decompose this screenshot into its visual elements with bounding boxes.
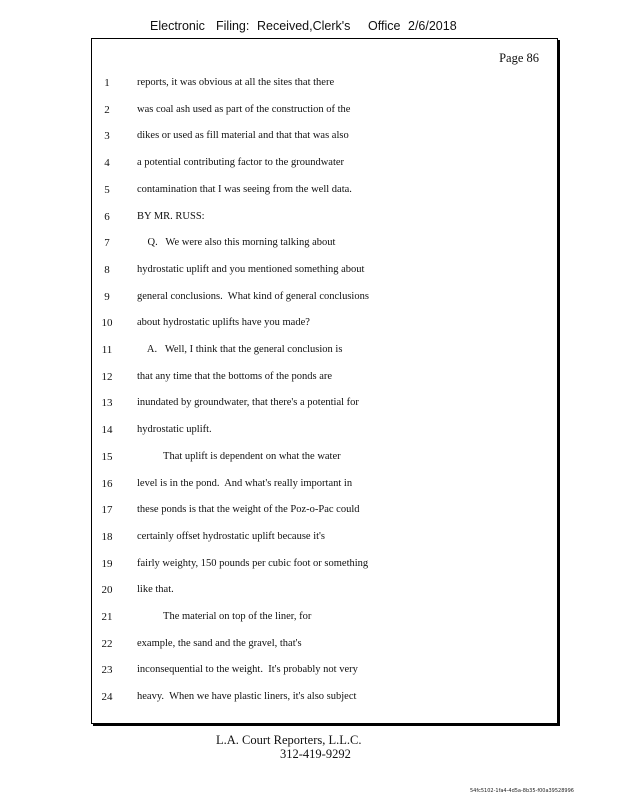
- line-text: dikes or used as fill material and that that was also: [137, 130, 349, 142]
- line-number: 24: [101, 691, 113, 704]
- line-number: 1: [104, 77, 110, 89]
- transcript-line: [92, 340, 557, 360]
- document-id: 54fc5102-1fa4-4d5a-8b35-f00a39528996: [470, 788, 574, 794]
- line-number: 6: [104, 210, 110, 223]
- transcript-line: [92, 447, 557, 467]
- line-number: 4: [104, 157, 110, 170]
- page-number: Page 86: [499, 51, 539, 65]
- transcript-line: [92, 580, 557, 600]
- line-number: 9: [104, 290, 110, 303]
- line-text: BY MR. RUSS:: [137, 210, 205, 222]
- line-text: a potential contributing factor to the groundwater: [137, 157, 345, 169]
- line-number: 18: [101, 530, 113, 543]
- transcript-line: [92, 474, 557, 494]
- transcript-line: [92, 367, 557, 387]
- line-number: 23: [101, 664, 113, 677]
- transcript-line: [92, 554, 557, 574]
- filing-header-electronic: Electronic: [150, 19, 205, 33]
- line-text: that any time that the bottoms of the ponds are: [137, 370, 333, 382]
- line-text: hydrostatic uplift and you mentioned something about: [137, 263, 365, 275]
- line-text: these ponds is that the weight of the Poz-o-Pac could: [137, 504, 360, 516]
- transcript-line: [92, 180, 557, 200]
- line-text: general conclusions. What kind of general conclusions: [137, 290, 369, 302]
- transcript-line: [92, 420, 557, 440]
- transcript-page-frame: [91, 38, 558, 724]
- transcript-line: [92, 73, 557, 93]
- transcript-line: [92, 634, 557, 654]
- line-number: 17: [101, 504, 113, 517]
- line-number: 2: [104, 103, 110, 116]
- line-number: 20: [101, 584, 113, 597]
- line-text: certainly offset hydrostatic uplift because it's: [137, 530, 326, 542]
- transcript-line: [92, 100, 557, 120]
- footer-phone: 312-419-9292: [280, 747, 351, 761]
- transcript-line: [92, 260, 557, 280]
- filing-header-office: Office: [368, 19, 401, 33]
- line-number: 12: [101, 370, 113, 383]
- transcript-line: [92, 153, 557, 173]
- line-number: 15: [101, 450, 113, 463]
- line-number: 14: [101, 424, 113, 437]
- transcript-line: [92, 687, 557, 707]
- line-number: 22: [101, 637, 113, 650]
- line-text: inconsequential to the weight. It's probably not very: [137, 664, 358, 676]
- line-number: 13: [101, 397, 113, 410]
- filing-header-received: Received,Clerk's: [257, 19, 351, 33]
- line-text: reports, it was obvious at all the sites that there: [137, 77, 335, 88]
- line-text: contamination that I was seeing from the well data.: [137, 183, 352, 195]
- line-number: 8: [104, 263, 110, 276]
- transcript-line: [92, 393, 557, 413]
- filing-header-date: 2/6/2018: [408, 19, 457, 33]
- line-number: 10: [101, 317, 113, 330]
- line-text: about hydrostatic uplifts have you made?: [137, 317, 310, 329]
- line-text: That uplift is dependent on what the water: [137, 450, 341, 462]
- transcript-line: [92, 500, 557, 520]
- line-text: Q. We were also this morning talking about: [137, 237, 336, 249]
- line-number: 3: [104, 130, 110, 143]
- footer-firm-name: L.A. Court Reporters, L.L.C.: [216, 733, 362, 747]
- transcript-line: [92, 313, 557, 333]
- line-text: example, the sand and the gravel, that's: [137, 637, 302, 649]
- line-number: 7: [104, 237, 110, 250]
- line-number: 5: [104, 183, 110, 196]
- line-text: fairly weighty, 150 pounds per cubic foot or something: [137, 557, 369, 569]
- line-text: heavy. When we have plastic liners, it's also subject: [137, 691, 357, 703]
- transcript-line: [92, 233, 557, 253]
- transcript-line: [92, 660, 557, 680]
- transcript-line: [92, 607, 557, 627]
- line-text: like that.: [137, 584, 174, 596]
- line-number: 11: [101, 344, 113, 356]
- line-text: was coal ash used as part of the construction of the: [137, 103, 351, 115]
- line-number: 19: [101, 557, 113, 570]
- transcript-line: [92, 126, 557, 146]
- line-number: 16: [101, 477, 113, 490]
- line-text: level is in the pond. And what's really important in: [137, 477, 353, 489]
- line-text: A. Well, I think that the general conclusion is: [137, 344, 343, 355]
- transcript-line: [92, 207, 557, 227]
- line-text: The material on top of the liner, for: [137, 611, 312, 622]
- line-number: 21: [101, 611, 113, 623]
- filing-header-filing: Filing:: [216, 19, 250, 33]
- line-text: hydrostatic uplift.: [137, 424, 212, 436]
- transcript-line: [92, 287, 557, 307]
- line-text: inundated by groundwater, that there's a potential for: [137, 397, 359, 409]
- transcript-line: [92, 527, 557, 547]
